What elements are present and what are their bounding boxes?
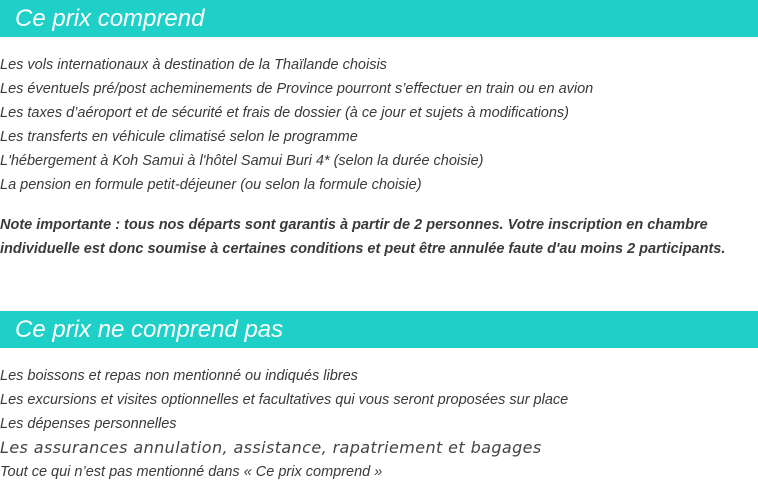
excludes-item: Les boissons et repas non mentionné ou indiqués libres xyxy=(0,368,358,384)
excludes-item: Tout ce qui n’est pas mentionné dans « Ce prix comprend » xyxy=(0,464,383,480)
includes-item: Les éventuels pré/post acheminements de Province pourront s’effectuer en train ou en avion xyxy=(0,81,594,97)
excludes-list xyxy=(0,364,568,484)
includes-title: Ce prix comprend xyxy=(15,5,205,32)
includes-item: La pension en formule petit-déjeuner (ou selon la formule choisie) xyxy=(0,177,422,193)
excludes-item: Les dépenses personnelles xyxy=(0,416,177,432)
important-note: Note importante : tous nos départs sont garantis à partir de 2 personnes. Votre inscription en chambre individuelle est donc soumise à certaines conditions et peut être annulée faute d'au moins 2 participants. xyxy=(0,217,726,257)
includes-item: Les transferts en véhicule climatisé selon le programme xyxy=(0,129,358,145)
includes-item: Les vols internationaux à destination de la Thaïlande choisis xyxy=(0,57,387,73)
excludes-header-banner xyxy=(0,311,758,348)
includes-item: Les taxes d’aéroport et de sécurité et frais de dossier (à ce jour et sujets à modifications) xyxy=(0,105,570,121)
excludes-item: Les assurances annulation, assistance, rapatriement et bagages xyxy=(0,438,542,457)
includes-list xyxy=(0,53,593,197)
includes-header-banner xyxy=(0,0,758,37)
excludes-title: Ce prix ne comprend pas xyxy=(15,316,284,343)
includes-item: L'hébergement à Koh Samui à l'hôtel Samui Buri 4* (selon la durée choisie) xyxy=(0,153,484,169)
excludes-item: Les excursions et visites optionnelles et facultatives qui vous seront proposées sur place xyxy=(0,392,569,408)
